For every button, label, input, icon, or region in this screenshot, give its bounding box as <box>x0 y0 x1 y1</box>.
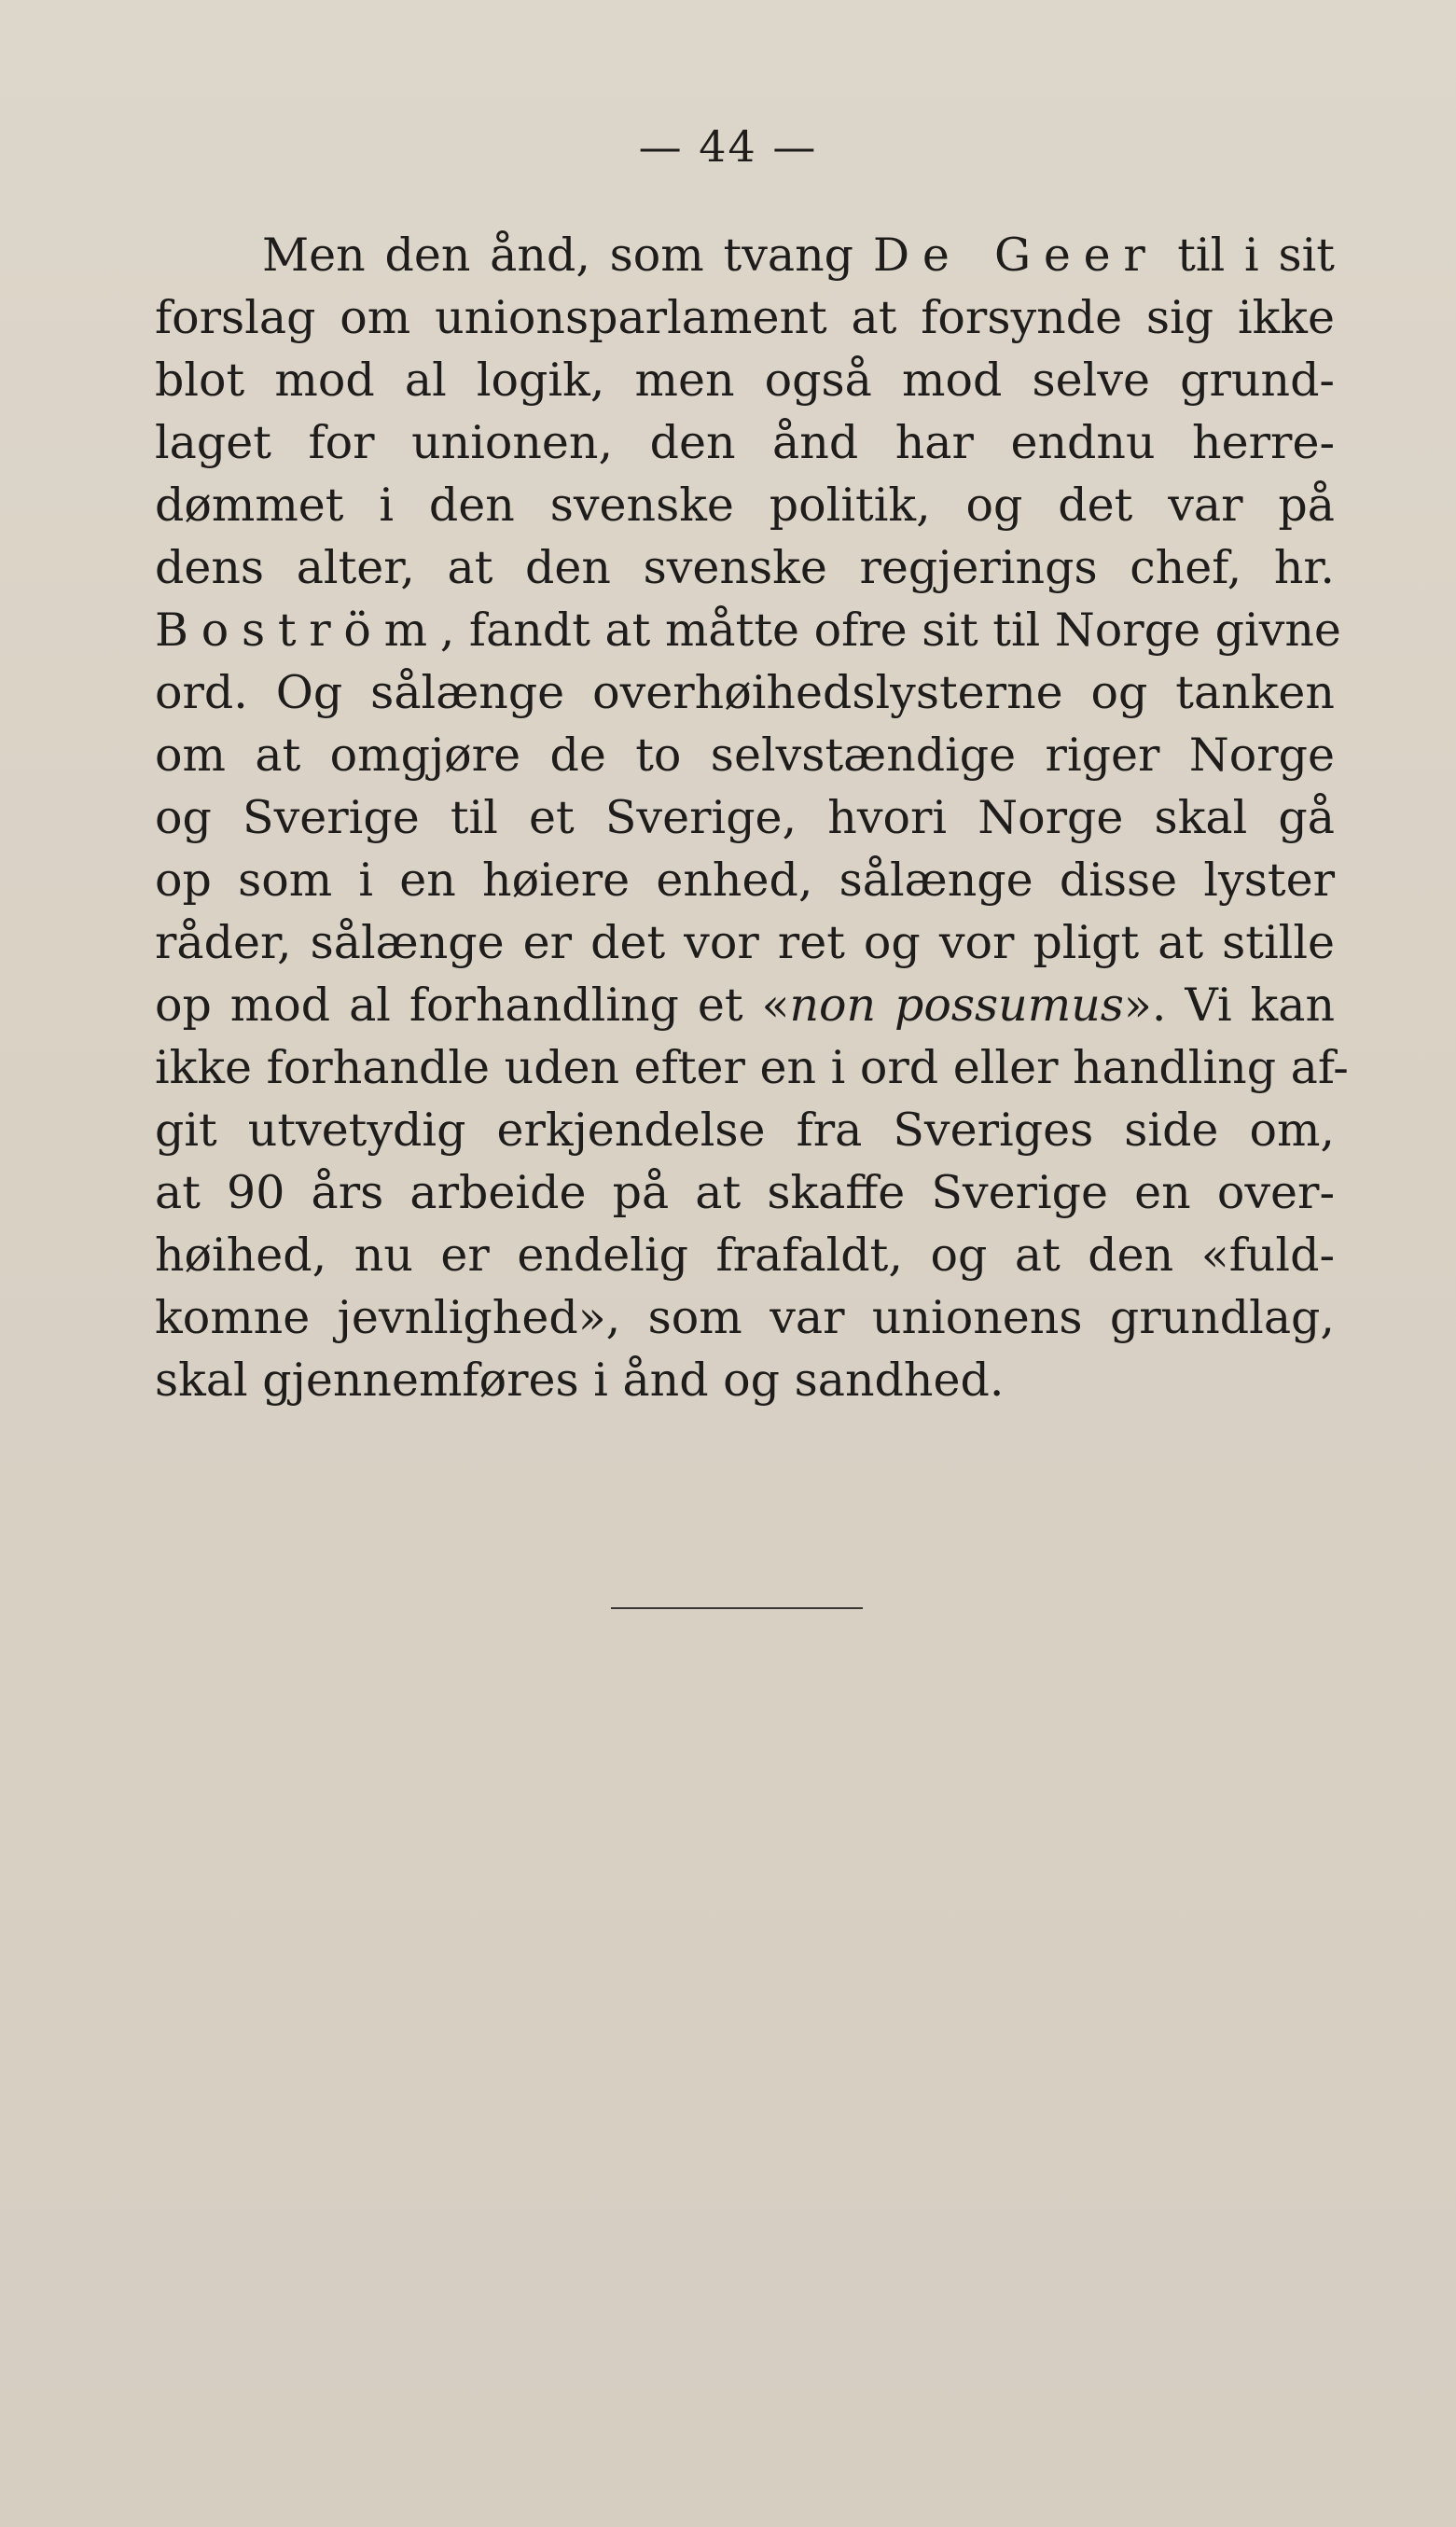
text-run: komne jevnlighed», som var unionens grundlag, <box>155 1291 1335 1344</box>
italic-phrase: non possumus <box>789 979 1124 1032</box>
spaced-name: De Geer <box>872 229 1158 282</box>
text-line <box>155 849 1335 911</box>
text-run: og Sverige til et Sverige, hvori Norge skal gå <box>155 791 1335 844</box>
text-run: , fandt at måtte ofre sit til Norge givne <box>439 604 1341 657</box>
text-line <box>155 1161 1335 1224</box>
text-run: laget for unionen, den ånd har endnu herre- <box>155 416 1335 469</box>
text-run: Men den ånd, som tvang <box>262 229 873 282</box>
text-run: op mod al forhandling et « <box>155 979 790 1032</box>
text-line <box>155 974 1335 1036</box>
text-line <box>155 661 1335 724</box>
text-run: ikke forhandle uden efter en i ord eller handling af- <box>155 1041 1349 1094</box>
end-rule <box>611 1607 863 1609</box>
text-run: råder, sålænge er det vor ret og vor pligt at stille <box>155 916 1335 969</box>
text-run: om at omgjøre de to selvstændige riger Norge <box>155 729 1335 782</box>
text-line <box>155 1224 1335 1286</box>
text-line <box>155 1286 1335 1349</box>
text-line <box>155 286 1335 349</box>
text-run: dens alter, at den svenske regjerings chef, hr. <box>155 541 1335 594</box>
text-line <box>155 911 1335 974</box>
body-paragraph <box>155 224 1349 1411</box>
text-line <box>155 411 1335 474</box>
text-line <box>155 349 1335 411</box>
text-run: dømmet i den svenske politik, og det var på <box>155 479 1335 532</box>
page-number: — 44 — <box>638 121 818 172</box>
text-run: ord. Og sålænge overhøihedslysterne og tanken <box>155 666 1335 719</box>
text-line <box>155 724 1335 786</box>
text-line <box>155 1349 1335 1411</box>
text-line <box>155 599 1341 661</box>
text-line <box>155 224 1335 286</box>
text-run: skal gjennemføres i ånd og sandhed. <box>155 1354 1005 1407</box>
text-run: at 90 års arbeide på at skaffe Sverige en over- <box>155 1166 1335 1219</box>
text-run: til i sit <box>1158 229 1335 282</box>
text-line <box>155 1099 1335 1161</box>
text-run: forslag om unionsparlament at forsynde sig ikke <box>155 291 1335 344</box>
text-line <box>155 536 1335 599</box>
text-line <box>155 1036 1349 1099</box>
text-run: git utvetydig erkjendelse fra Sveriges side om, <box>155 1104 1335 1157</box>
text-run: høihed, nu er endelig frafaldt, og at den «fuld- <box>155 1229 1335 1282</box>
text-run: blot mod al logik, men også mod selve grund- <box>155 354 1335 407</box>
spaced-name: Boström <box>155 604 440 657</box>
text-run: op som i en høiere enhed, sålænge disse lyster <box>155 854 1335 907</box>
text-run: ». Vi kan <box>1123 979 1336 1032</box>
text-line <box>155 474 1335 536</box>
text-line <box>155 786 1335 849</box>
